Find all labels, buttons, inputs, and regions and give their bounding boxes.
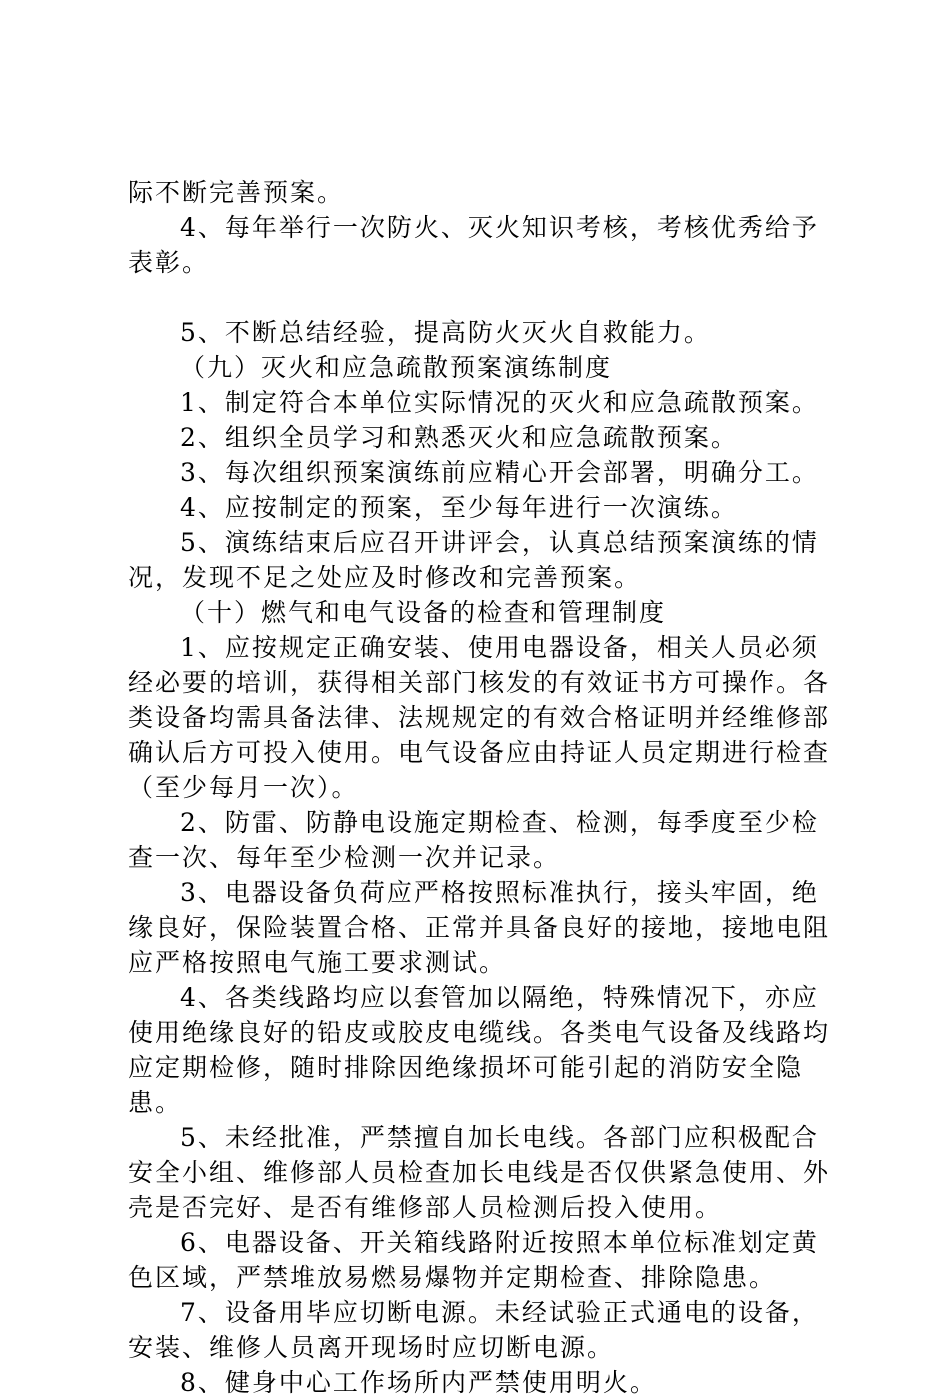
paragraph: 4、各类线路均应以套管加以隔绝，特殊情况下，亦应使用绝缘良好的铅皮或胶皮电缆线。各类电气设备及线路均应定期检修，随时排除因绝缘损坏可能引起的消防安全隐患。 — [128, 983, 831, 1117]
paragraph-gap — [128, 280, 838, 315]
section-heading: （十）燃气和电气设备的检查和管理制度 — [180, 598, 667, 627]
paragraph: 际不断完善预案。 — [128, 178, 345, 207]
paragraph: 3、每次组织预案演练前应精心开会部署，明确分工。 — [180, 458, 819, 487]
paragraph: 5、未经批准，严禁擅自加长电线。各部门应积极配合安全小组、维修部人员检查加长电线是否仅供紧急使用、外壳是否完好、是否有维修部人员检测后投入使用。 — [128, 1123, 831, 1222]
section-heading: （九）灭火和应急疏散预案演练制度 — [180, 353, 613, 382]
paragraph: 6、电器设备、开关箱线路附近按照本单位标准划定黄色区域，严禁堆放易燃易爆物并定期检查、排除隐患。 — [128, 1228, 819, 1292]
paragraph: 4、应按制定的预案，至少每年进行一次演练。 — [180, 493, 738, 522]
document-body — [128, 175, 838, 1400]
paragraph: 8、健身中心工作场所内严禁使用明火。 — [180, 1368, 657, 1397]
paragraph: 2、防雷、防静电设施定期检查、检测，每季度至少检查一次、每年至少检测一次并记录。 — [128, 808, 819, 872]
paragraph: 1、制定符合本单位实际情况的灭火和应急疏散预案。 — [180, 388, 819, 417]
paragraph: 4、每年举行一次防火、灭火知识考核，考核优秀给予表彰。 — [128, 213, 819, 277]
paragraph: 1、应按规定正确安装、使用电器设备，相关人员必须经必要的培训，获得相关部门核发的有效证书方可操作。各类设备均需具备法律、法规规定的有效合格证明并经维修部确认后方可投入使用。电气设备应由持证人员定期进行检查（至少每月一次）。 — [128, 633, 831, 802]
paragraph: 7、设备用毕应切断电源。未经试验正式通电的设备，安装、维修人员离开现场时应切断电源。 — [128, 1298, 819, 1362]
paragraph: 2、组织全员学习和熟悉灭火和应急疏散预案。 — [180, 423, 738, 452]
paragraph: 5、不断总结经验，提高防火灭火自救能力。 — [180, 318, 711, 347]
paragraph: 5、演练结束后应召开讲评会，认真总结预案演练的情况，发现不足之处应及时修改和完善预案。 — [128, 528, 819, 592]
paragraph: 3、电器设备负荷应严格按照标准执行，接头牢固，绝缘良好，保险装置合格、正常并具备良好的接地，接地电阻应严格按照电气施工要求测试。 — [128, 878, 831, 977]
